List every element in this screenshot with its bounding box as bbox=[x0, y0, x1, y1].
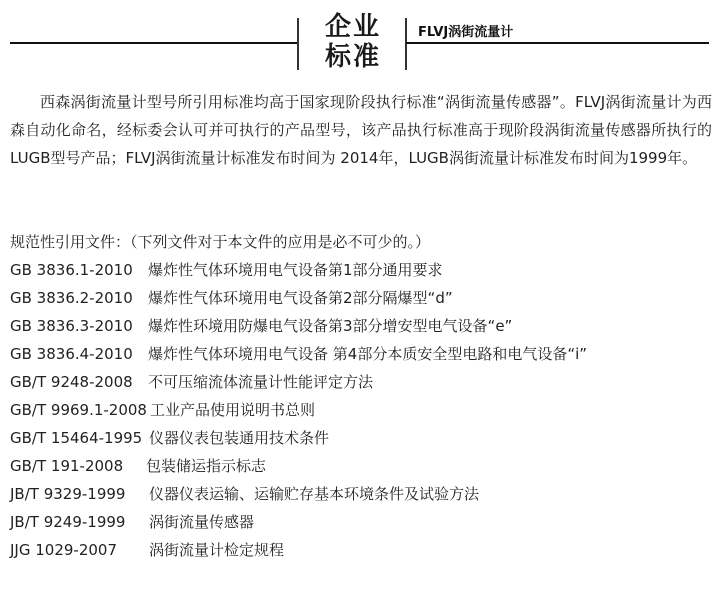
reference-row bbox=[10, 452, 710, 480]
reference-code: GB 3836.2-2010 bbox=[10, 289, 133, 307]
reference-code: JJG 1029-2007 bbox=[10, 541, 117, 559]
reference-title: 爆炸性环境用防爆电气设备第3部分增安型电气设备“e” bbox=[148, 317, 513, 335]
header-left-rule bbox=[10, 42, 299, 44]
reference-row bbox=[10, 340, 710, 368]
reference-row bbox=[10, 368, 710, 396]
reference-row bbox=[10, 256, 710, 284]
reference-title: 爆炸性气体环境用电气设备 第4部分本质安全型电路和电气设备“i” bbox=[148, 345, 588, 363]
reference-title: 涡街流量传感器 bbox=[149, 513, 255, 531]
references-list bbox=[10, 256, 710, 564]
reference-title: 仪器仪表包装通用技术条件 bbox=[149, 429, 330, 447]
reference-row bbox=[10, 480, 710, 508]
header-right-divider bbox=[405, 18, 407, 70]
reference-code: GB 3836.3-2010 bbox=[10, 317, 133, 335]
reference-title: 不可压缩流体流量计性能评定方法 bbox=[148, 373, 374, 391]
reference-code: GB/T 9969.1-2008 bbox=[10, 401, 147, 419]
reference-title: 爆炸性气体环境用电气设备第2部分隔爆型“d” bbox=[148, 289, 453, 307]
reference-row bbox=[10, 284, 710, 312]
reference-row bbox=[10, 312, 710, 340]
reference-row bbox=[10, 396, 710, 424]
reference-code: GB 3836.4-2010 bbox=[10, 345, 133, 363]
reference-title: 包装储运指示标志 bbox=[146, 457, 267, 475]
reference-code: JB/T 9329-1999 bbox=[10, 485, 126, 503]
reference-code: GB/T 9248-2008 bbox=[10, 373, 133, 391]
reference-row bbox=[10, 536, 710, 564]
reference-code: JB/T 9249-1999 bbox=[10, 513, 126, 531]
reference-code: GB 3836.1-2010 bbox=[10, 261, 133, 279]
page-title bbox=[318, 12, 388, 72]
reference-code: GB/T 191-2008 bbox=[10, 457, 124, 475]
product-subtitle: FLVJ涡街流量计 bbox=[418, 25, 514, 40]
reference-row bbox=[10, 424, 710, 452]
reference-title: 仪器仪表运输、运输贮存基本环境条件及试验方法 bbox=[149, 485, 480, 503]
header-left-divider bbox=[297, 18, 299, 70]
reference-title: 工业产品使用说明书总则 bbox=[150, 401, 316, 419]
page-title-line-2: 标准 bbox=[324, 42, 381, 72]
reference-row bbox=[10, 508, 710, 536]
header-right-rule bbox=[406, 42, 709, 44]
reference-title: 涡街流量计检定规程 bbox=[149, 541, 285, 559]
intro-paragraph: 西森涡街流量计型号所引用标准均高于国家现阶段执行标准“涡街流量传感器”。FLVJ涡街流量计为西森自动化命名，经标委会认可并可执行的产品型号，该产品执行标准高于现阶段涡街流量传感器所执行的LUGB型号产品；FLVJ涡街流量计标准发布时间为 2014年，LUGB涡街流量计标准发布时间为1999年。 bbox=[10, 93, 712, 167]
reference-code: GB/T 15464-1995 bbox=[10, 429, 143, 447]
page-title-line-1: 企业 bbox=[324, 12, 381, 42]
references-label: 规范性引用文件：（下列文件对于本文件的应用是必不可少的。） bbox=[10, 233, 431, 251]
reference-title: 爆炸性气体环境用电气设备第1部分通用要求 bbox=[148, 261, 443, 279]
